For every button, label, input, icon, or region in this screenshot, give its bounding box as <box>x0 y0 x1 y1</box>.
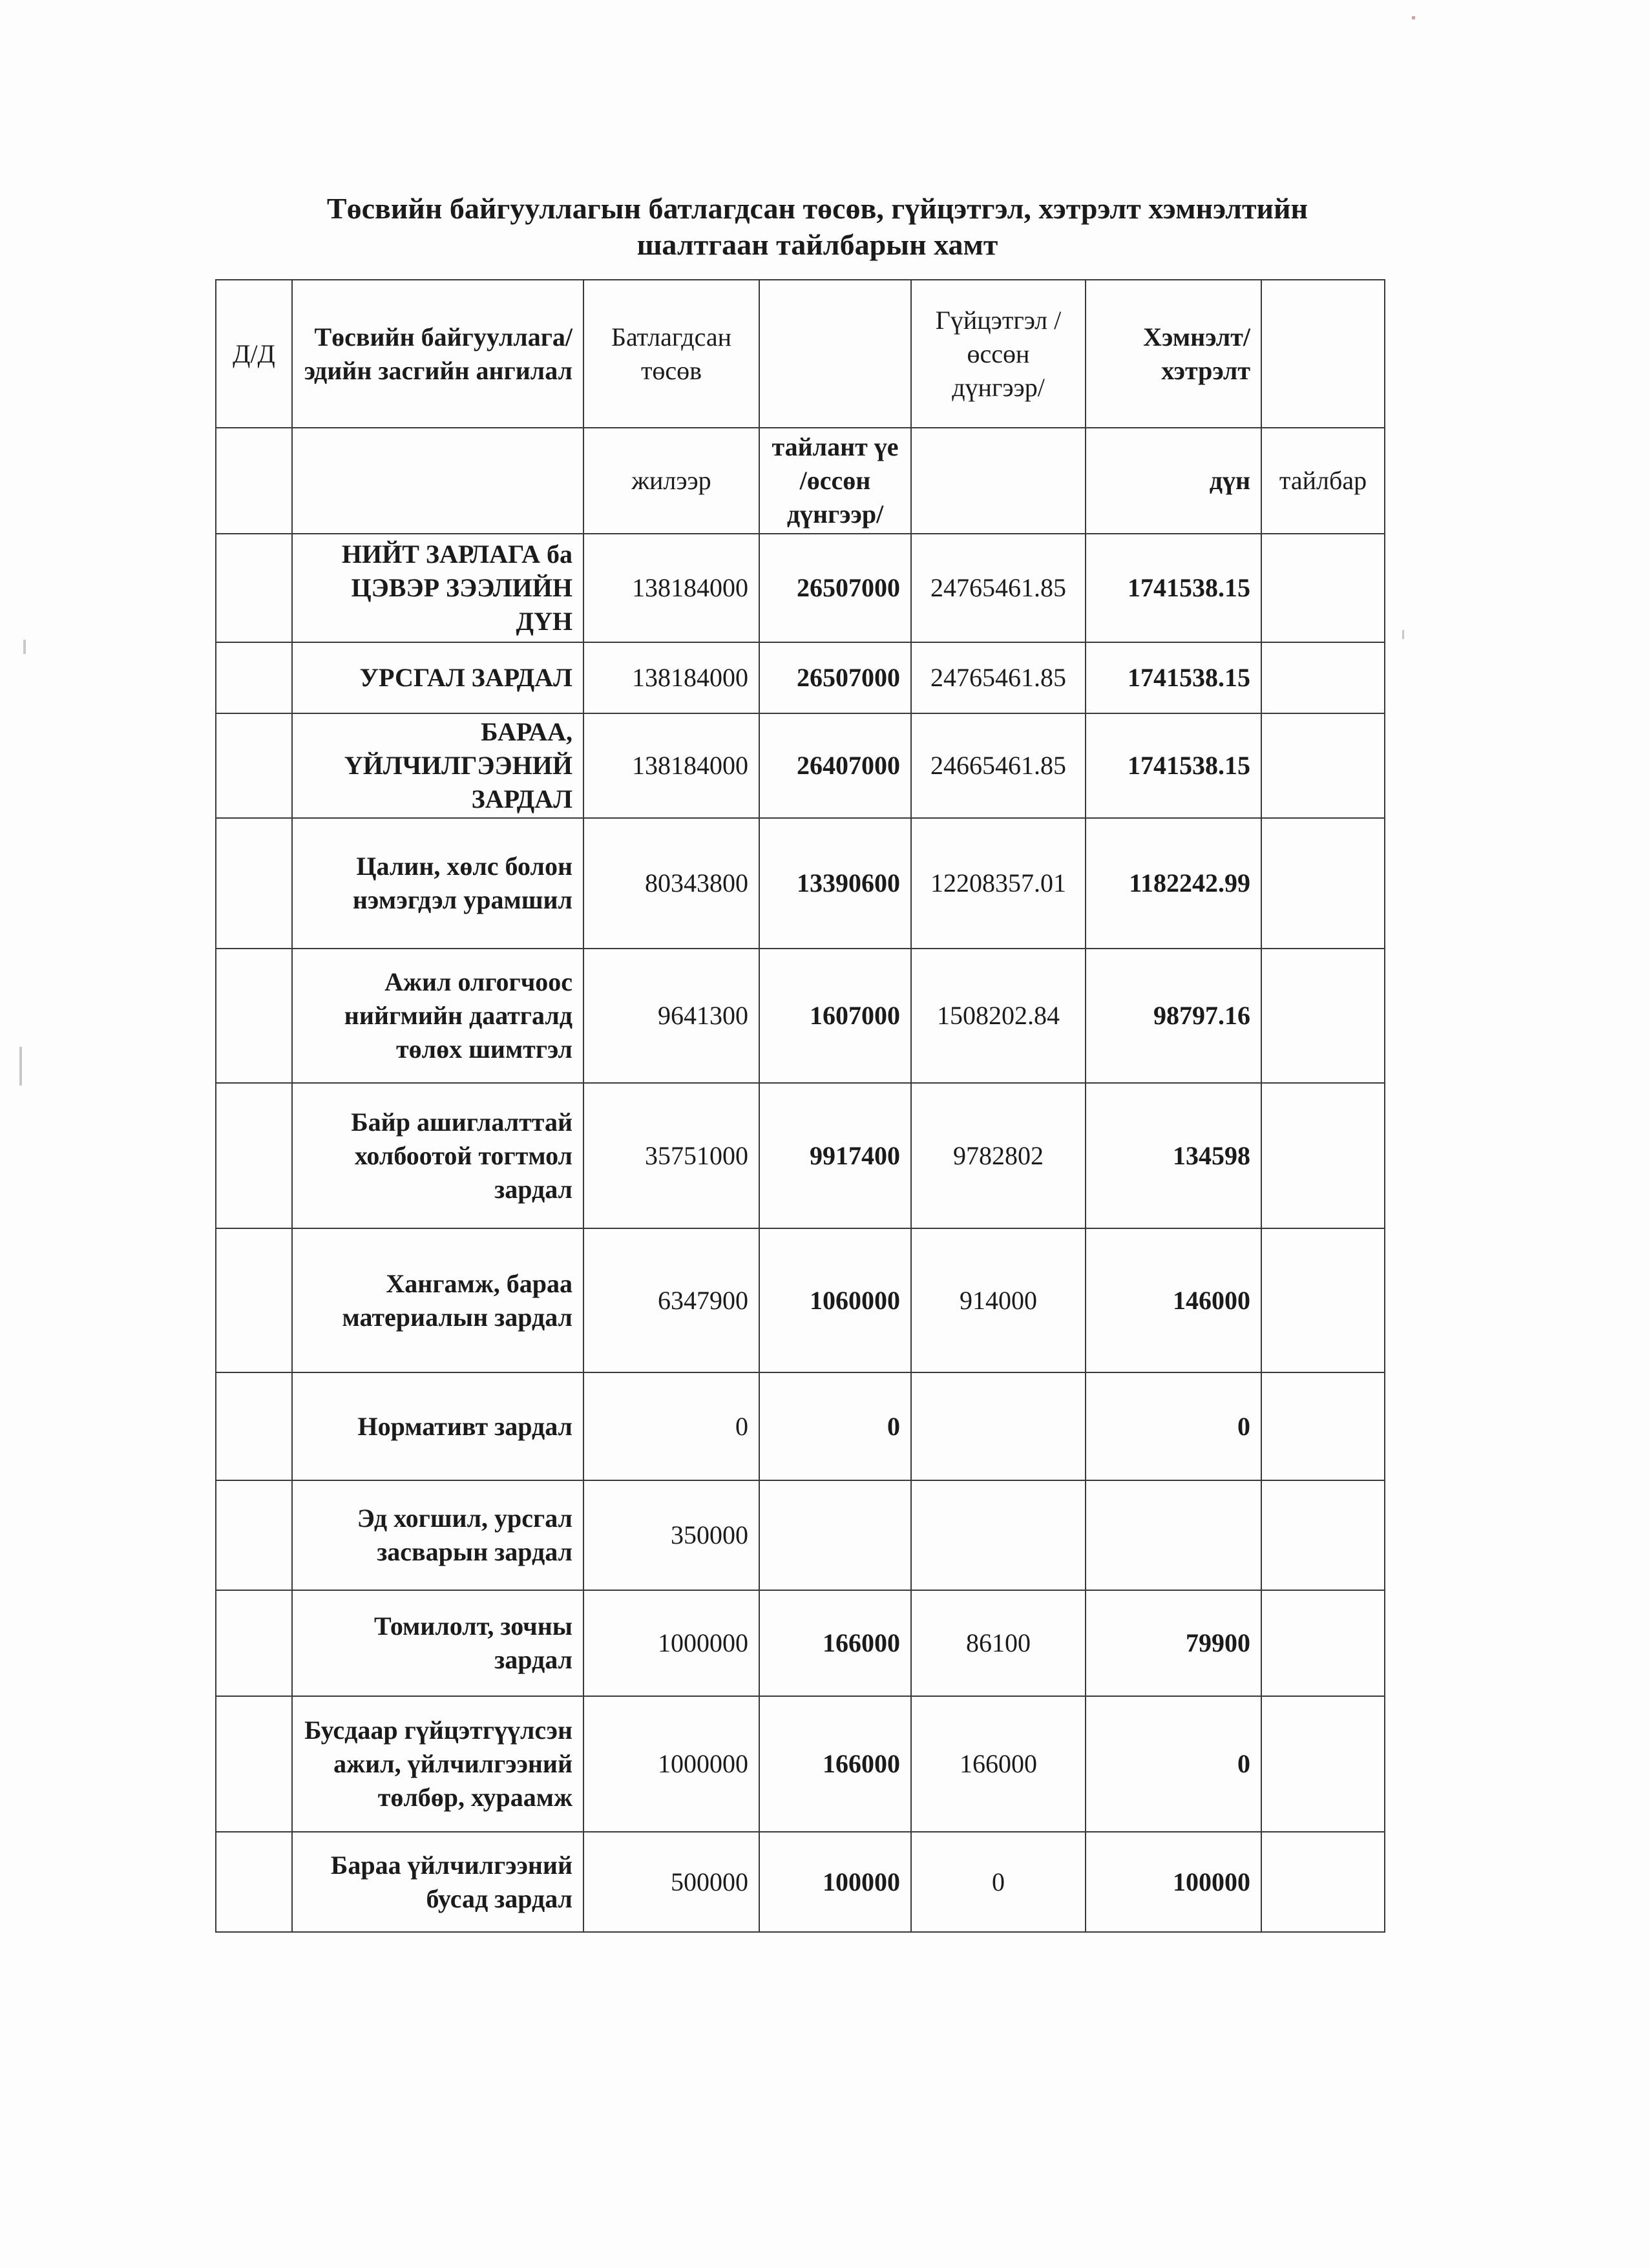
scan-mark <box>23 640 26 654</box>
row-saving: 0 <box>1086 1372 1261 1480</box>
row-number <box>216 1083 292 1228</box>
row-approved: 1000000 <box>583 1696 759 1832</box>
row-note <box>1261 1832 1385 1932</box>
row-performance <box>911 1480 1086 1590</box>
row-name: Ажил олгогчоос нийгмийн даатгалд төлөх шимтгэл <box>292 949 583 1083</box>
subheader-yearly: жилээр <box>583 428 759 534</box>
row-approved: 80343800 <box>583 818 759 949</box>
table-row <box>216 642 1385 713</box>
row-period: 100000 <box>759 1832 911 1932</box>
table-row <box>216 713 1385 818</box>
row-name: Цалин, хөлс болон нэмэгдэл урамшил <box>292 818 583 949</box>
row-name: НИЙТ ЗАРЛАГА ба ЦЭВЭР ЗЭЭЛИЙН ДҮН <box>292 534 583 642</box>
scan-mark <box>19 1047 22 1086</box>
row-saving: 146000 <box>1086 1228 1261 1372</box>
row-period <box>759 1480 911 1590</box>
row-note <box>1261 818 1385 949</box>
subheader-sum: дүн <box>1086 428 1261 534</box>
header-no: Д/Д <box>216 280 292 428</box>
row-performance: 9782802 <box>911 1083 1086 1228</box>
row-period: 26407000 <box>759 713 911 818</box>
row-performance: 166000 <box>911 1696 1086 1832</box>
row-performance: 914000 <box>911 1228 1086 1372</box>
subheader-row <box>216 428 1385 534</box>
row-approved: 138184000 <box>583 534 759 642</box>
table-row <box>216 818 1385 949</box>
row-performance: 1508202.84 <box>911 949 1086 1083</box>
row-period: 166000 <box>759 1590 911 1696</box>
row-performance: 12208357.01 <box>911 818 1086 949</box>
row-period: 26507000 <box>759 642 911 713</box>
row-saving: 0 <box>1086 1696 1261 1832</box>
row-note <box>1261 949 1385 1083</box>
row-saving: 1182242.99 <box>1086 818 1261 949</box>
header-note-empty <box>1261 280 1385 428</box>
row-period: 13390600 <box>759 818 911 949</box>
table-row <box>216 1590 1385 1696</box>
row-number <box>216 1372 292 1480</box>
budget-table <box>215 279 1385 1933</box>
subheader-period: тайлант үе /өссөн дүнгээр/ <box>759 428 911 534</box>
subheader-empty-2 <box>292 428 583 534</box>
row-approved: 0 <box>583 1372 759 1480</box>
row-performance <box>911 1372 1086 1480</box>
table-row <box>216 1228 1385 1372</box>
row-approved: 6347900 <box>583 1228 759 1372</box>
row-note <box>1261 642 1385 713</box>
document-title <box>213 191 1422 263</box>
row-performance: 0 <box>911 1832 1086 1932</box>
row-saving <box>1086 1480 1261 1590</box>
row-number <box>216 949 292 1083</box>
row-number <box>216 642 292 713</box>
row-saving: 1741538.15 <box>1086 713 1261 818</box>
header-name: Төсвийн байгууллага/ эдийн засгийн ангилал <box>292 280 583 428</box>
row-period: 1060000 <box>759 1228 911 1372</box>
row-performance: 86100 <box>911 1590 1086 1696</box>
row-saving: 134598 <box>1086 1083 1261 1228</box>
row-approved: 350000 <box>583 1480 759 1590</box>
row-performance: 24765461.85 <box>911 642 1086 713</box>
row-period: 0 <box>759 1372 911 1480</box>
row-period: 26507000 <box>759 534 911 642</box>
table-body <box>216 534 1385 1932</box>
header-row <box>216 280 1385 428</box>
row-saving: 100000 <box>1086 1832 1261 1932</box>
row-note <box>1261 1228 1385 1372</box>
row-approved: 35751000 <box>583 1083 759 1228</box>
row-name: Томилолт, зочны зардал <box>292 1590 583 1696</box>
row-note <box>1261 713 1385 818</box>
table-row <box>216 1480 1385 1590</box>
row-approved: 138184000 <box>583 642 759 713</box>
row-name: Эд хогшил, урсгал засварын зардал <box>292 1480 583 1590</box>
row-saving: 1741538.15 <box>1086 642 1261 713</box>
row-name: Нормативт зардал <box>292 1372 583 1480</box>
row-approved: 9641300 <box>583 949 759 1083</box>
table-row <box>216 1372 1385 1480</box>
row-name: БАРАА, ҮЙЛЧИЛГЭЭНИЙ ЗАРДАЛ <box>292 713 583 818</box>
row-performance: 24665461.85 <box>911 713 1086 818</box>
document-title-line2: шалтгаан тайлбарын хамт <box>636 228 998 261</box>
table-row <box>216 1832 1385 1932</box>
row-number <box>216 1832 292 1932</box>
row-approved: 1000000 <box>583 1590 759 1696</box>
row-approved: 500000 <box>583 1832 759 1932</box>
subheader-empty-1 <box>216 428 292 534</box>
row-approved: 138184000 <box>583 713 759 818</box>
scan-mark <box>1412 16 1415 19</box>
table-row <box>216 534 1385 642</box>
row-name: Байр ашиглалттай холбоотой тогтмол зардал <box>292 1083 583 1228</box>
row-note <box>1261 1372 1385 1480</box>
row-saving: 79900 <box>1086 1590 1261 1696</box>
row-saving: 1741538.15 <box>1086 534 1261 642</box>
row-name: Бараа үйлчилгээний бусад зардал <box>292 1832 583 1932</box>
row-number <box>216 1590 292 1696</box>
row-name: УРСГАЛ ЗАРДАЛ <box>292 642 583 713</box>
row-saving: 98797.16 <box>1086 949 1261 1083</box>
header-saving: Хэмнэлт/ хэтрэлт <box>1086 280 1261 428</box>
row-note <box>1261 1480 1385 1590</box>
row-number <box>216 713 292 818</box>
row-note <box>1261 1590 1385 1696</box>
row-number <box>216 1480 292 1590</box>
row-name: Бусдаар гүйцэтгүүлсэн ажил, үйлчилгээний төлбөр, хураамж <box>292 1696 583 1832</box>
header-approved: Батлагдсан төсөв <box>583 280 759 428</box>
scan-mark <box>1402 630 1404 639</box>
header-empty <box>759 280 911 428</box>
header-performance: Гүйцэтгэл /өссөн дүнгээр/ <box>911 280 1086 428</box>
row-note <box>1261 534 1385 642</box>
subheader-note: тайлбар <box>1261 428 1385 534</box>
row-period: 1607000 <box>759 949 911 1083</box>
row-number <box>216 1696 292 1832</box>
row-number <box>216 534 292 642</box>
row-number <box>216 818 292 949</box>
table-row <box>216 949 1385 1083</box>
table-row <box>216 1083 1385 1228</box>
row-note <box>1261 1696 1385 1832</box>
row-period: 9917400 <box>759 1083 911 1228</box>
table-row <box>216 1696 1385 1832</box>
row-note <box>1261 1083 1385 1228</box>
row-number <box>216 1228 292 1372</box>
subheader-empty-3 <box>911 428 1086 534</box>
document-title-line1: Төсвийн байгууллагын батлагдсан төсөв, гүйцэтгэл, хэтрэлт хэмнэлтийн <box>326 192 1308 225</box>
row-name: Хангамж, бараа материалын зардал <box>292 1228 583 1372</box>
row-performance: 24765461.85 <box>911 534 1086 642</box>
row-period: 166000 <box>759 1696 911 1832</box>
